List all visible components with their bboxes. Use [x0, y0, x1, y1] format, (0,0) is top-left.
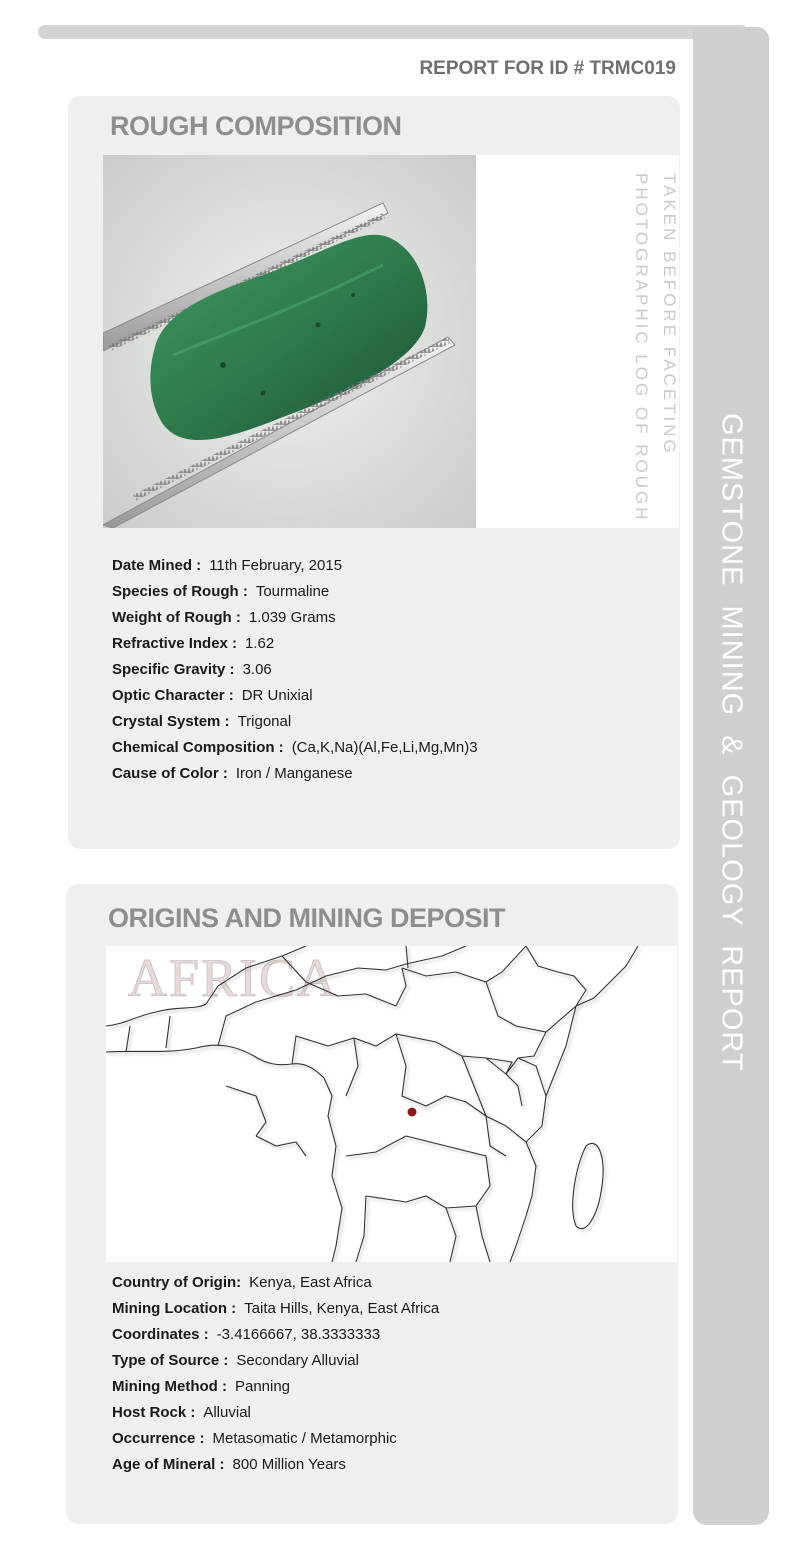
detail-row: Occurrence : Metasomatic / Metamorphic [112, 1430, 397, 1447]
detail-row: Age of Mineral : 800 Million Years [112, 1456, 346, 1473]
detail-row: Mining Method : Panning [112, 1378, 291, 1395]
rough-details-list [112, 553, 478, 787]
detail-row: Cause of Color : Iron / Manganese [112, 765, 353, 782]
detail-row: Country of Origin: Kenya, East Africa [112, 1274, 372, 1291]
africa-map [106, 946, 677, 1262]
origins-title: ORIGINS AND MINING DEPOSIT [108, 903, 506, 933]
detail-row: Optic Character : DR Unixial [112, 687, 313, 704]
rough-stone-photo [103, 155, 476, 528]
detail-row: Chemical Composition : (Ca,K,Na)(Al,Fe,Li,Mg,Mn)3 [112, 739, 478, 756]
map-label: AFRICA [128, 948, 339, 1008]
side-title-text: GEMSTONE MINING & GEOLOGY REPORT [715, 413, 748, 1072]
detail-row: Date Mined : 11th February, 2015 [112, 557, 343, 574]
rough-composition-title: ROUGH COMPOSITION [110, 111, 402, 141]
origins-details-list [112, 1270, 439, 1478]
photo-caption-line-2: TAKEN BEFORE FACETING [660, 173, 679, 456]
photo-caption-line-1: PHOTOGRAPHIC LOG OF ROUGH [632, 173, 651, 523]
detail-row: Refractive Index : 1.62 [112, 635, 275, 652]
photo-caption [621, 173, 679, 523]
side-title [693, 27, 769, 1525]
detail-row: Coordinates : -3.4166667, 38.3333333 [112, 1326, 381, 1343]
report-id-heading: REPORT FOR ID # TRMC019 [419, 58, 676, 79]
rough-photo-area [103, 155, 679, 528]
detail-row: Crystal System : Trigonal [112, 713, 292, 730]
detail-row: Weight of Rough : 1.039 Grams [112, 609, 336, 626]
detail-row: Species of Rough : Tourmaline [112, 583, 330, 600]
top-decorative-bar [38, 25, 748, 39]
detail-row: Type of Source : Secondary Alluvial [112, 1352, 359, 1369]
map-graphic [106, 946, 677, 1262]
detail-row: Mining Location : Taita Hills, Kenya, East Africa [112, 1300, 440, 1317]
detail-row: Host Rock : Alluvial [112, 1404, 251, 1421]
detail-row: Specific Gravity : 3.06 [112, 661, 272, 678]
location-marker-icon [408, 1108, 417, 1117]
